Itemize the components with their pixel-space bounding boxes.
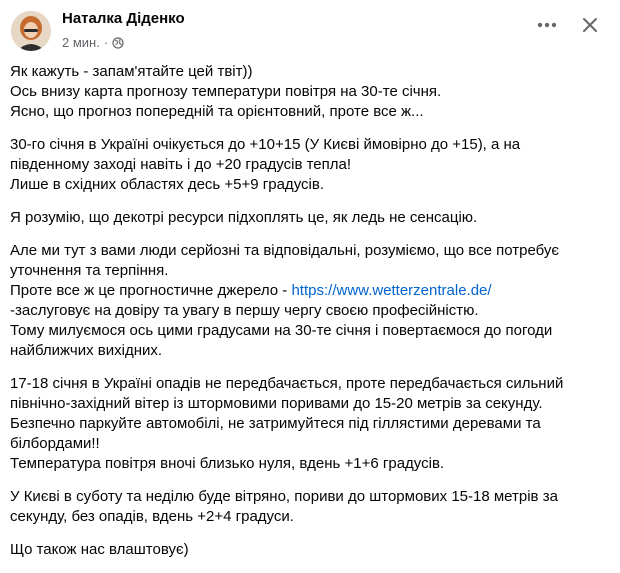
paragraph-6 [10, 487, 608, 527]
post-meta [62, 35, 124, 50]
text-line: південному заході навіть і до +20 градусів тепла! [10, 156, 352, 173]
text-line-with-link [10, 281, 608, 301]
text-line: Лише в східних областях десь +5+9 градусів. [10, 176, 324, 193]
more-options-button[interactable] [533, 11, 561, 39]
close-button[interactable] [576, 11, 604, 39]
paragraph-7 [10, 540, 608, 560]
post-header [0, 0, 620, 60]
avatar[interactable] [11, 11, 51, 51]
text-line: найближчих вихідних. [10, 342, 163, 359]
text-line: Ясно, що прогноз попередній та орієнтовний, проте все ж... [10, 103, 424, 120]
text-line: секунду, без опадів, вдень +2+4 градуси. [10, 508, 294, 525]
post-time[interactable]: 2 мин. [62, 35, 100, 50]
meta-separator: · [103, 35, 109, 50]
text-line: північно-західний вітер із штормовими поривами до 15-20 метрів за секунду. [10, 395, 543, 412]
text-line: -заслуговує на довіру та увагу в першу чергу своєю професійністю. [10, 302, 479, 319]
paragraph-1 [10, 62, 608, 122]
text-line: Тому милуємося ось цими градусами на 30-те січня і повертаємося до погоди [10, 322, 553, 339]
close-icon [582, 17, 598, 33]
text-line: Температура повітря вночі близько нуля, вдень +1+6 градусів. [10, 455, 445, 472]
text-line: Як кажуть - запам'ятайте цей твіт)) [10, 63, 253, 80]
wetterzentrale-link[interactable]: https://www.wetterzentrale.de/ [291, 282, 492, 299]
post-text [10, 62, 608, 573]
text-line: Що також нас влаштовує) [10, 541, 189, 558]
author-name[interactable]: Наталка Діденко [62, 10, 185, 27]
text-line: Я розумію, що декотрі ресурси підхоплять це, як ледь не сенсацію. [10, 209, 478, 226]
globe-icon[interactable] [112, 37, 124, 49]
paragraph-2 [10, 135, 608, 195]
text-line: уточнення та терпіння. [10, 262, 169, 279]
text-line: Ось внизу карта прогнозу температури повітря на 30-те січня. [10, 83, 442, 100]
text-line: 17-18 січня в Україні опадів не передбачається, проте передбачається сильний [10, 375, 564, 392]
text-line: У Києві в суботу та неділю буде вітряно, пориви до штормових 15-18 метрів за [10, 488, 558, 505]
paragraph-4 [10, 241, 608, 361]
text-segment: Проте все ж це прогностичне джерело - [10, 282, 292, 299]
paragraph-5 [10, 374, 608, 474]
text-line: Але ми тут з вами люди серйозні та відповідальні, розуміємо, що все потребує [10, 242, 560, 259]
text-line: білбордами!! [10, 435, 100, 452]
paragraph-3 [10, 208, 608, 228]
text-line: Безпечно паркуйте автомобілі, не затримуйтеся під гіллястими деревами та [10, 415, 541, 432]
more-dots-icon [537, 22, 557, 28]
text-line: 30-го січня в Україні очікується до +10+15 (У Києві ймовірно до +15), а на [10, 136, 521, 153]
